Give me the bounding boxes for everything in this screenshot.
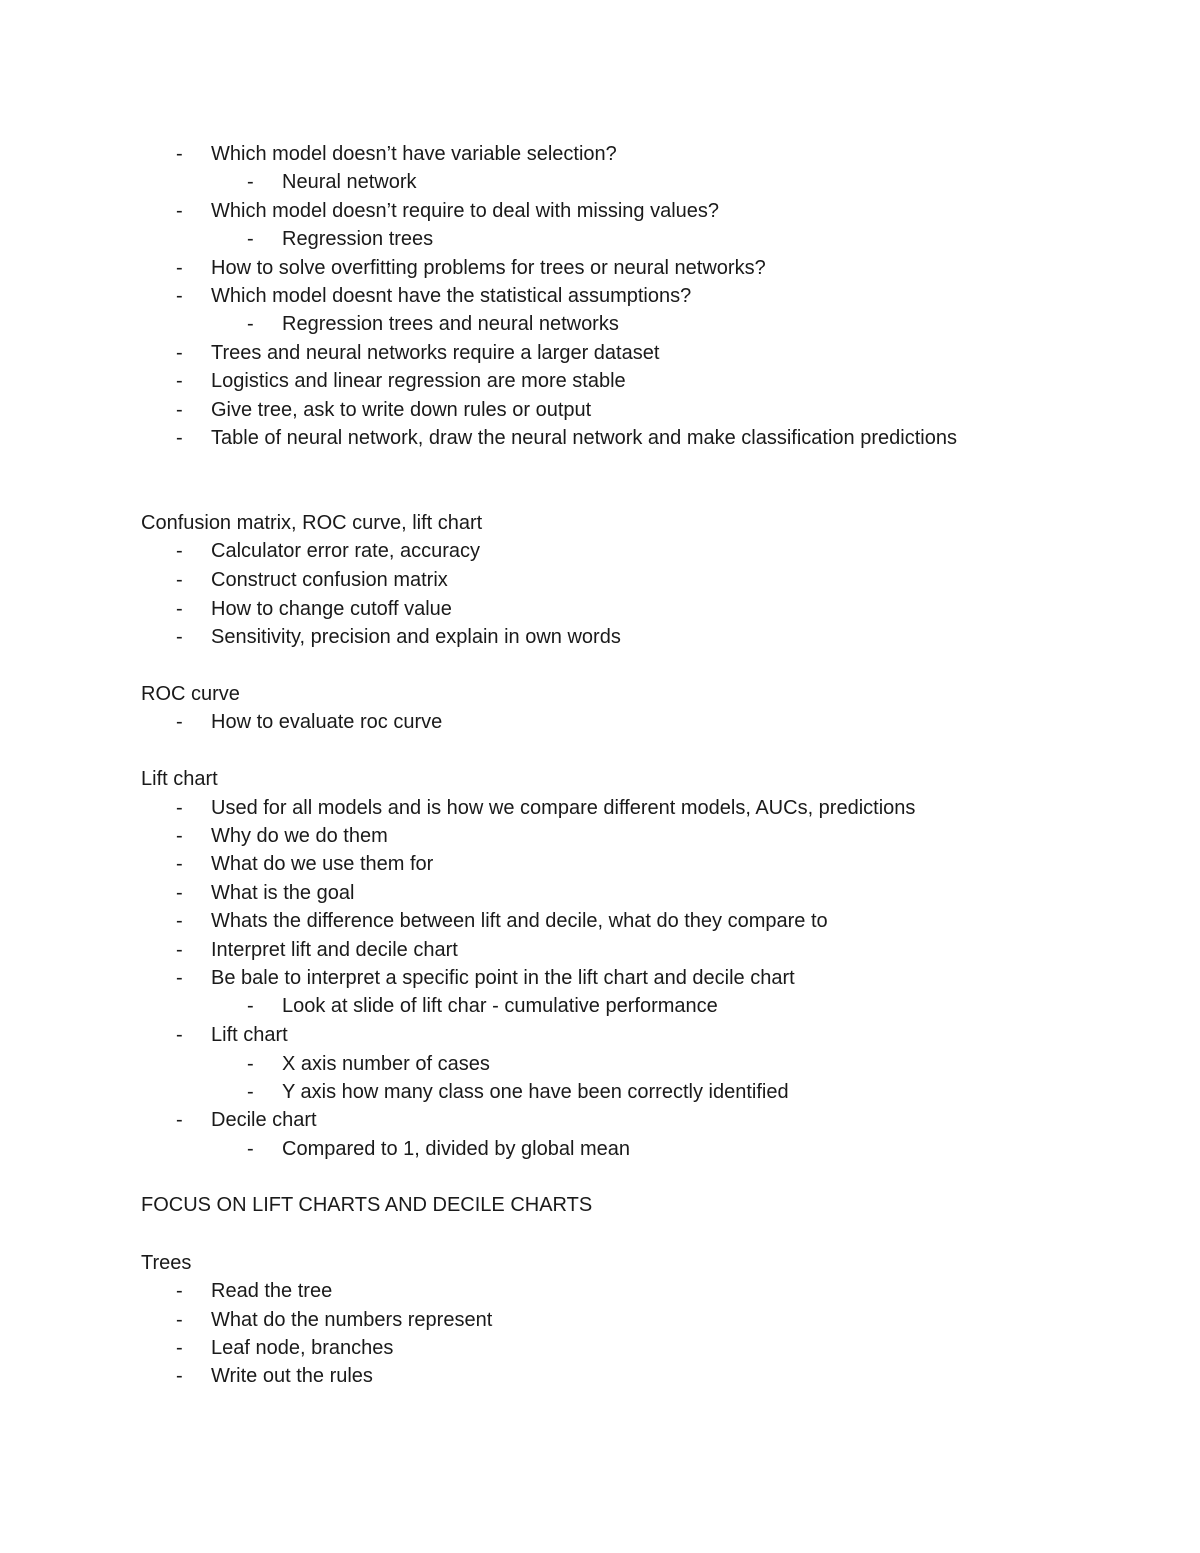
bullet-dash: - [176,882,183,904]
list-item-text: Look at slide of lift char - cumulative performance [282,995,718,1017]
bullet-dash: - [176,200,183,222]
list-item [176,197,719,225]
sub-list-item [247,168,417,196]
bullet-dash: - [176,910,183,932]
list-item-text: X axis number of cases [282,1053,490,1075]
list-item-text: Give tree, ask to write down rules or output [211,399,592,421]
bullet-dash: - [176,540,183,562]
list-item-text: Logistics and linear regression are more stable [211,370,626,392]
list-item-text: Calculator error rate, accuracy [211,540,480,562]
sub-list-item [247,992,718,1020]
bullet-dash: - [176,1365,183,1387]
list-item [176,396,591,424]
bullet-dash: - [176,257,183,279]
list-item [176,1277,332,1305]
bullet-dash: - [176,1024,183,1046]
bullet-dash: - [176,370,183,392]
list-item [176,566,448,594]
bullet-dash: - [247,228,254,250]
bullet-dash: - [176,825,183,847]
list-item [176,822,388,850]
bullet-dash: - [247,1053,254,1075]
list-item [176,424,957,452]
list-item [176,879,354,907]
bullet-dash: - [176,797,183,819]
list-item [176,339,659,367]
sub-list-item [247,1050,490,1078]
bullet-dash: - [176,853,183,875]
list-item-text: Regression trees [282,228,434,250]
bullet-dash: - [247,1081,254,1103]
sub-list-item [247,310,619,338]
list-item-text: What is the goal [211,882,355,904]
list-item-text: Compared to 1, divided by global mean [282,1138,630,1160]
section-heading: Trees [141,1252,192,1274]
bullet-dash: - [176,1337,183,1359]
list-item [176,794,915,822]
list-item-text: Which model doesnt have the statistical assumptions? [211,285,692,307]
list-item-text: Used for all models and is how we compare different models, AUCs, predictions [211,797,916,819]
bullet-dash: - [176,939,183,961]
bullet-dash: - [176,1280,183,1302]
bullet-dash: - [247,1138,254,1160]
list-item [176,254,766,282]
list-item [176,936,458,964]
sub-list-item [247,1135,630,1163]
list-item [176,907,828,935]
bullet-dash: - [176,285,183,307]
bullet-dash: - [176,711,183,733]
list-item [176,1306,492,1334]
bullet-dash: - [176,569,183,591]
list-item-text: Trees and neural networks require a larger dataset [211,342,660,364]
list-item-text: Be bale to interpret a specific point in the lift chart and decile chart [211,967,795,989]
list-item [176,964,795,992]
list-item-text: Whats the difference between lift and decile, what do they compare to [211,910,828,932]
list-item-text: How to change cutoff value [211,598,452,620]
list-item [176,537,480,565]
bullet-dash: - [176,143,183,165]
bullet-dash: - [176,967,183,989]
list-item [176,1362,373,1390]
list-item [176,850,433,878]
list-item [176,595,452,623]
list-item [176,1334,393,1362]
bullet-dash: - [247,171,254,193]
section-heading: FOCUS ON LIFT CHARTS AND DECILE CHARTS [141,1194,593,1216]
section-heading: ROC curve [141,683,240,705]
section-heading: Lift chart [141,768,218,790]
list-item-text: Which model doesn’t require to deal with missing values? [211,200,720,222]
list-item [176,1021,288,1049]
list-item-text: Decile chart [211,1109,317,1131]
list-item-text: How to evaluate roc curve [211,711,443,733]
list-item [176,708,442,736]
list-item-text: Regression trees and neural networks [282,313,619,335]
list-item [176,367,626,395]
list-item [176,1106,317,1134]
list-item-text: Sensitivity, precision and explain in own words [211,626,621,648]
list-item-text: Why do we do them [211,825,388,847]
bullet-dash: - [176,1309,183,1331]
list-item-text: Write out the rules [211,1365,373,1387]
sub-list-item [247,1078,789,1106]
list-item [176,623,621,651]
list-item-text: Which model doesn’t have variable selection? [211,143,617,165]
bullet-dash: - [247,313,254,335]
bullet-dash: - [176,598,183,620]
bullet-dash: - [176,342,183,364]
list-item-text: How to solve overfitting problems for trees or neural networks? [211,257,766,279]
list-item-text: What do we use them for [211,853,434,875]
bullet-dash: - [176,626,183,648]
bullet-dash: - [176,1109,183,1131]
list-item-text: Interpret lift and decile chart [211,939,458,961]
list-item-text: Y axis how many class one have been correctly identified [282,1081,789,1103]
list-item-text: Leaf node, branches [211,1337,394,1359]
section-heading: Confusion matrix, ROC curve, lift chart [141,512,483,534]
bullet-dash: - [247,995,254,1017]
list-item-text: Table of neural network, draw the neural network and make classification predictions [211,427,957,449]
list-item-text: What do the numbers represent [211,1309,493,1331]
list-item-text: Neural network [282,171,417,193]
list-item [176,282,691,310]
list-item-text: Lift chart [211,1024,288,1046]
bullet-dash: - [176,427,183,449]
sub-list-item [247,225,433,253]
list-item [176,140,617,168]
bullet-dash: - [176,399,183,421]
list-item-text: Construct confusion matrix [211,569,448,591]
list-item-text: Read the tree [211,1280,333,1302]
